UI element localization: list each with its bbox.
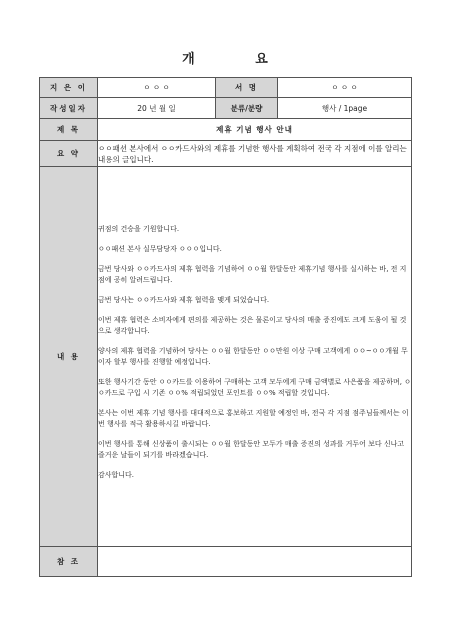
date-label: 작성일자 — [40, 98, 98, 119]
content-paragraph: 귀점의 건승을 기원합니다. — [98, 224, 180, 233]
content-paragraph: 본사는 이번 제휴 기념 행사를 대대적으로 홍보하고 지원할 예정인 바, 전국 각 지점 점주님들께서는 이번 행사를 적극 활용하시길 바랍니다. — [98, 408, 409, 428]
content-paragraph: 양사의 제휴 협력을 기념하여 당사는 ㅇㅇ월 한달동안 ㅇㅇ만원 이상 구매 고객에게 ㅇㅇ~ㅇㅇ개월 무이자 할부 행사를 진행할 예정입니다. — [98, 346, 408, 366]
content-paragraph: 금번 당사는 ㅇㅇ카드사와 제휴 협력을 맺게 되었습니다. — [98, 295, 270, 304]
subject-row — [40, 119, 412, 141]
author-label: 지 은 이 — [40, 78, 98, 98]
summary-value: ㅇㅇ패션 본사에서 ㅇㅇ카드사와의 제휴를 기념한 행사를 계획하여 전국 각 지점에 이를 알리는 내용의 글입니다. — [98, 141, 412, 167]
content-paragraph: 감사합니다. — [98, 470, 135, 479]
author-value: ㅇ ㅇ ㅇ — [98, 78, 216, 98]
author-row — [40, 78, 412, 98]
summary-label: 요 약 — [40, 141, 98, 167]
reference-row — [40, 547, 412, 577]
subject-label: 제 목 — [40, 119, 98, 141]
signature-value: ㅇ ㅇ ㅇ — [278, 78, 412, 98]
content-paragraph: 또한 행사기간 동안 ㅇㅇ카드를 이용하여 구매하는 고객 모두에게 구매 금액별로 사은품을 제공하며, ㅇㅇ카드로 구입 시 기존 ㅇㅇ% 적립되었던 포인트를 ㅇㅇ% 적립할 것입니다. — [98, 377, 411, 397]
category-label: 분류/분량 — [216, 98, 278, 119]
content-paragraph: 이번 제휴 협력은 소비자에게 편의를 제공하는 것은 물론이고 당사의 매출 증진에도 크게 도움이 될 것으로 생각합니다. — [98, 315, 407, 335]
content-paragraph: 금번 당사와 ㅇㅇ카드사의 제휴 협력을 기념하여 ㅇㅇ월 한달동안 제휴기념 행사를 실시하는 바, 전 지점에 공히 알려드립니다. — [98, 264, 407, 284]
content-label: 내 용 — [40, 167, 98, 547]
reference-value — [98, 547, 412, 577]
reference-label: 참 조 — [40, 547, 98, 577]
content-paragraph: 이번 행사를 통해 신상품이 출시되는 ㅇㅇ월 한달동안 모두가 매출 증진의 성과를 거두어 보다 신나고 즐거운 날들이 되기를 바라겠습니다. — [98, 439, 405, 459]
page-title: 개 요 — [182, 52, 296, 67]
subject-value: 제휴 기념 행사 안내 — [98, 119, 412, 141]
summary-row — [40, 141, 412, 167]
content-paragraph: ㅇㅇ패션 본사 실무담당자 ㅇㅇㅇ입니다. — [98, 244, 222, 253]
document-form — [39, 77, 412, 577]
category-value: 행사 / 1page — [278, 98, 412, 119]
date-value: 20 년 월 일 — [98, 98, 216, 119]
date-row — [40, 98, 412, 119]
content-body — [98, 167, 412, 547]
signature-label: 서 명 — [216, 78, 278, 98]
content-row — [40, 167, 412, 547]
